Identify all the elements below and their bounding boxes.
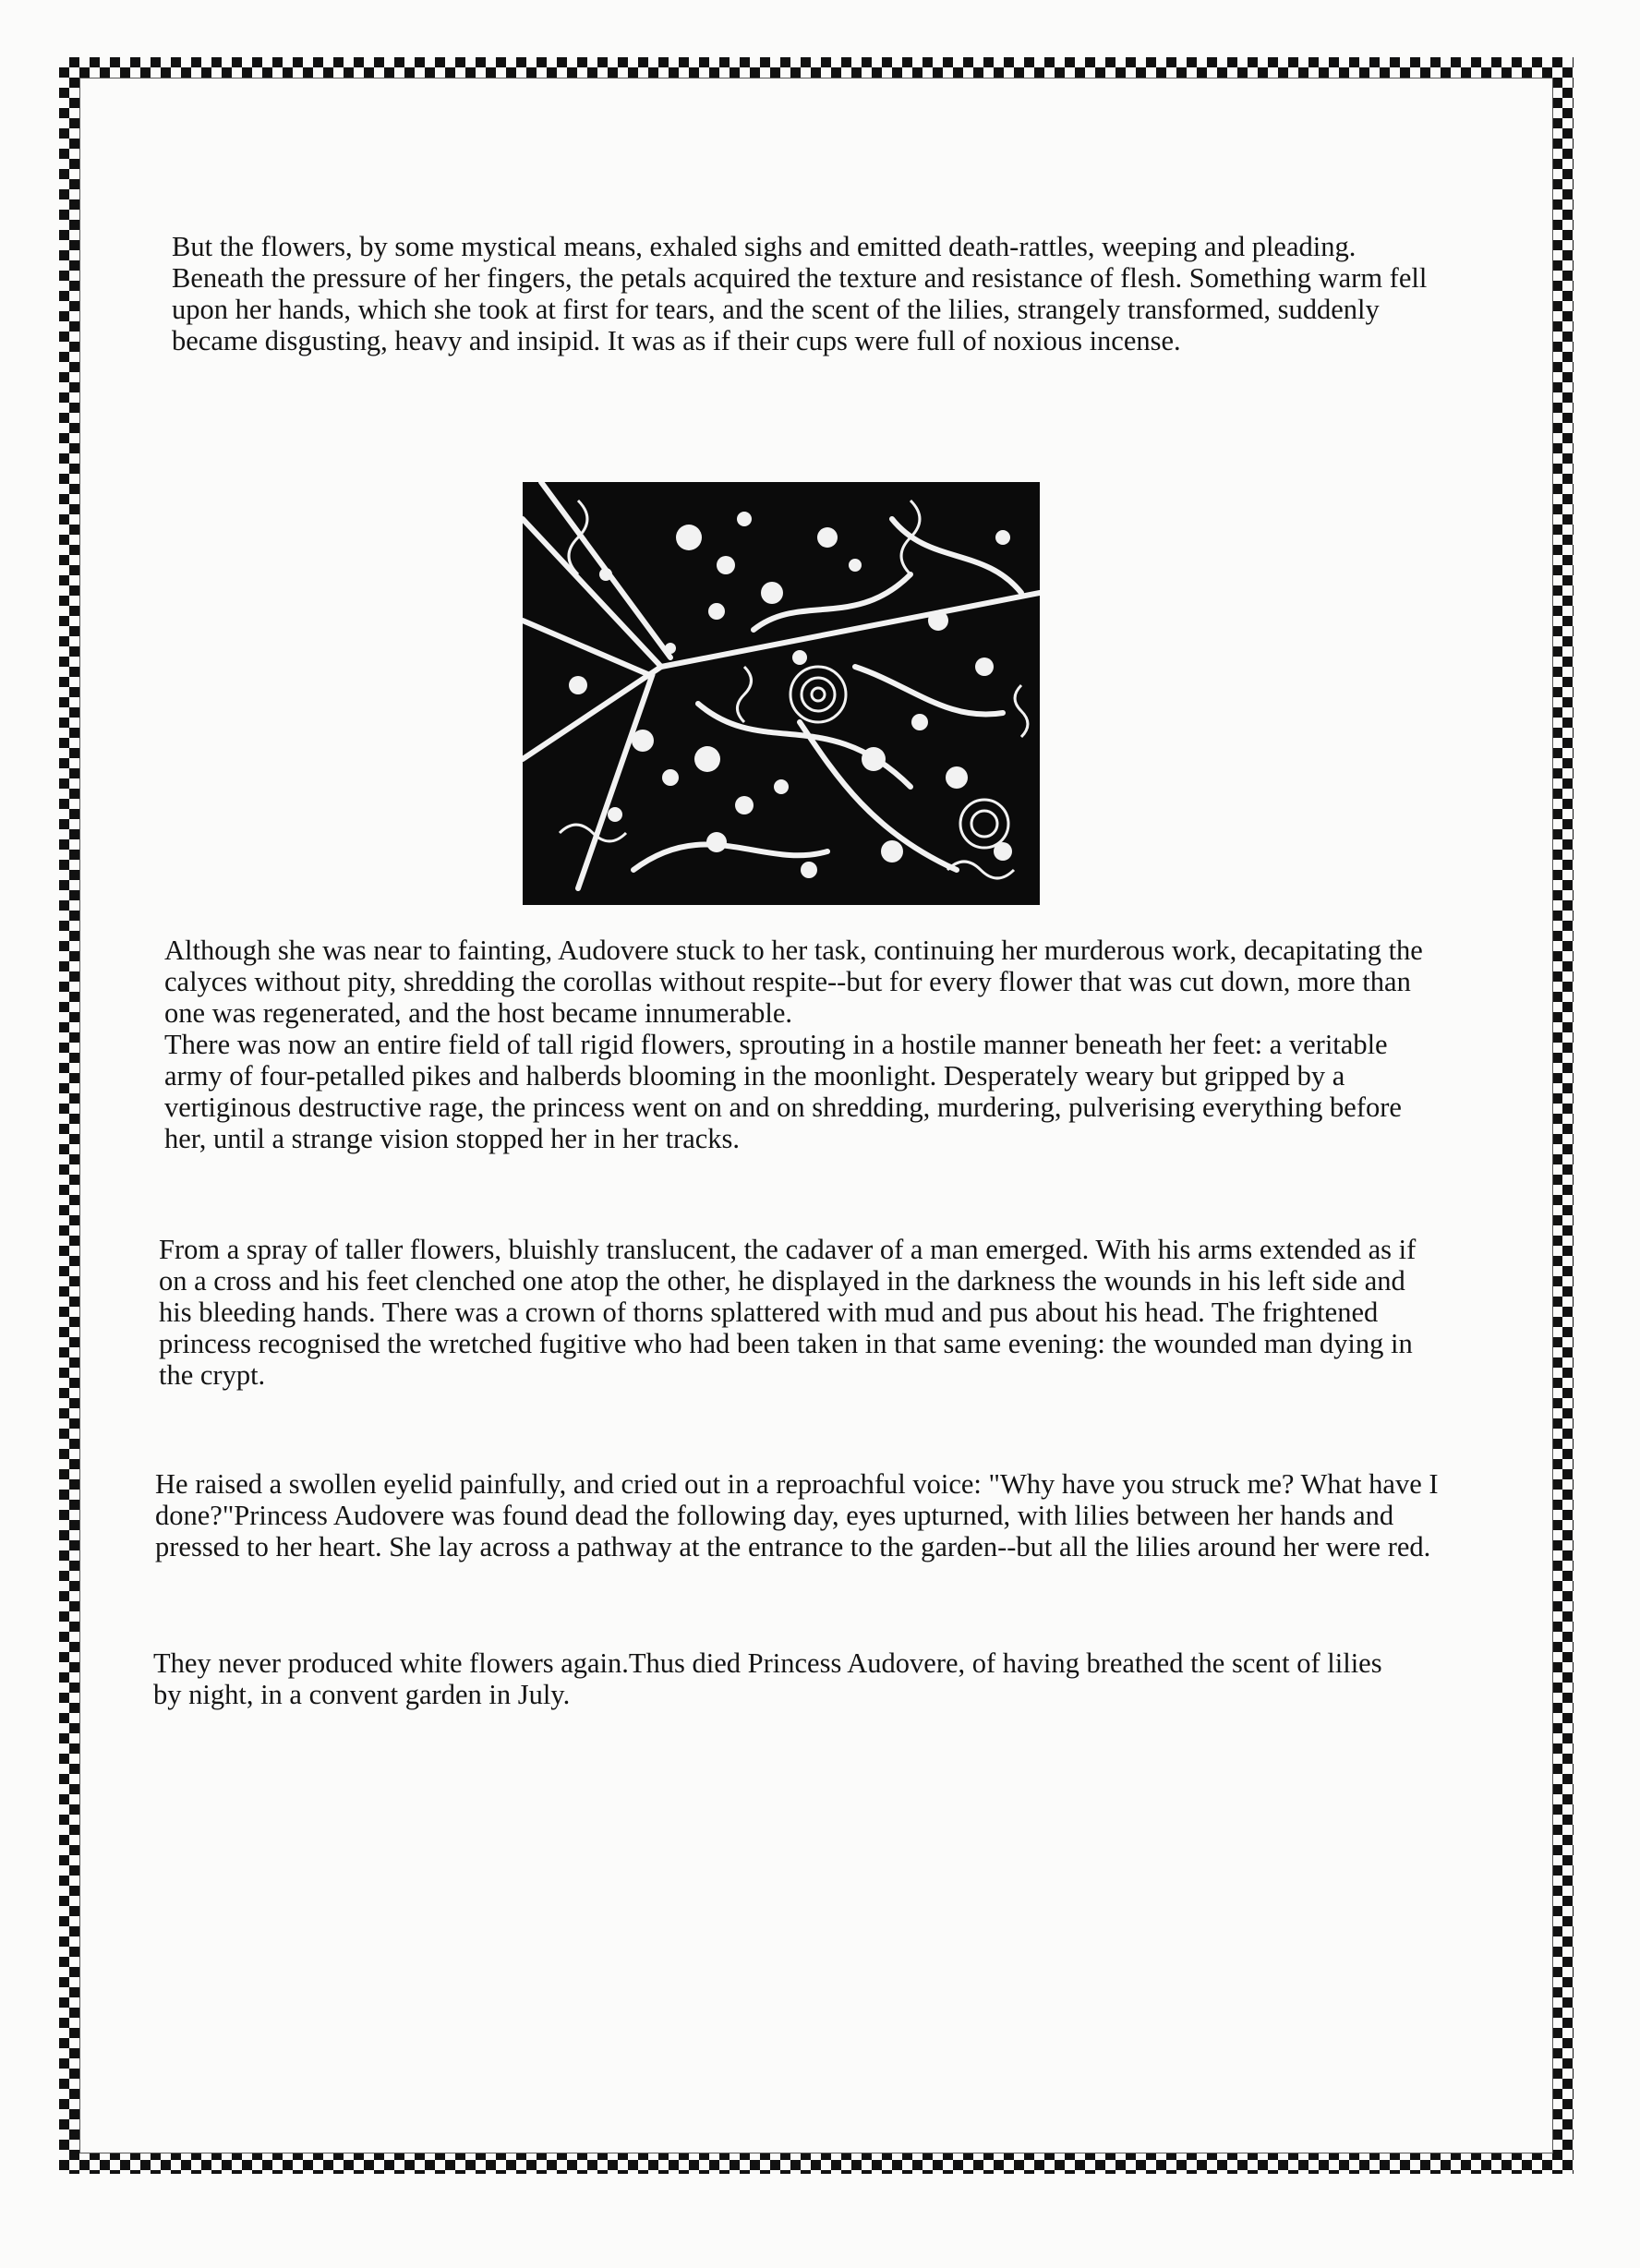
paragraph-5 xyxy=(153,1647,1409,1710)
decorative-illustration xyxy=(523,482,1040,905)
illustration-art xyxy=(523,482,1040,905)
paragraph-3-text: From a spray of taller flowers, bluishly translucent, the cadaver of a man emerged. With his arms extended as if on a cross and his feet clenched one atop the other, he displayed in the darkness the wounds in his left side and his bleeding hands. There was a crown of thorns splattered with mud and pus about his head. The frightened princess recognised the wretched fugitive who had been taken in that same evening: the wounded man dying in the crypt. xyxy=(159,1234,1417,1391)
paragraph-2 xyxy=(164,935,1450,1154)
paragraph-5-text: They never produced white flowers again.Thus died Princess Audovere, of having breathed the scent of lilies by night, in a convent garden in July. xyxy=(153,1647,1382,1710)
paragraph-1 xyxy=(172,231,1428,356)
paragraph-3 xyxy=(159,1234,1444,1391)
paragraph-1-text: But the flowers, by some mystical means, exhaled sighs and emitted death-rattles, weeping and pleading. Beneath the pressure of her fingers, the petals acquired the texture and resistance of flesh. Something warm fell upon her hands, which she took at first for tears, and the scent of the lilies, strangely transformed, suddenly became disgusting, heavy and insipid. It was as if their cups were full of noxious incense. xyxy=(172,231,1428,356)
paragraph-2b-text: There was now an entire field of tall rigid flowers, sprouting in a hostile manner beneath her feet: a veritable army of four-petalled pikes and halberds blooming in the moonlight. Desperately weary but gripped by a vertiginous destructive rage, the princess went on and on shredding, murdering, pulverising everything before her, until a strange vision stopped her in her tracks. xyxy=(164,1029,1402,1154)
paragraph-2a-text: Although she was near to fainting, Audovere stuck to her task, continuing her murderous work, decapitating the calyces without pity, shredding the corollas without respite--but for every flower that was cut down, more than one was regenerated, and the host became innumerable. xyxy=(164,935,1423,1029)
paragraph-4-text: He raised a swollen eyelid painfully, and cried out in a reproachful voice: "Why have you struck me? What have I done?"Princess Audovere was found dead the following day, eyes upturned, with lilies between her hands and pressed to her heart. She lay across a pathway at the entrance to the garden--but all the lilies around her were red. xyxy=(155,1468,1439,1562)
paragraph-4 xyxy=(155,1468,1441,1562)
